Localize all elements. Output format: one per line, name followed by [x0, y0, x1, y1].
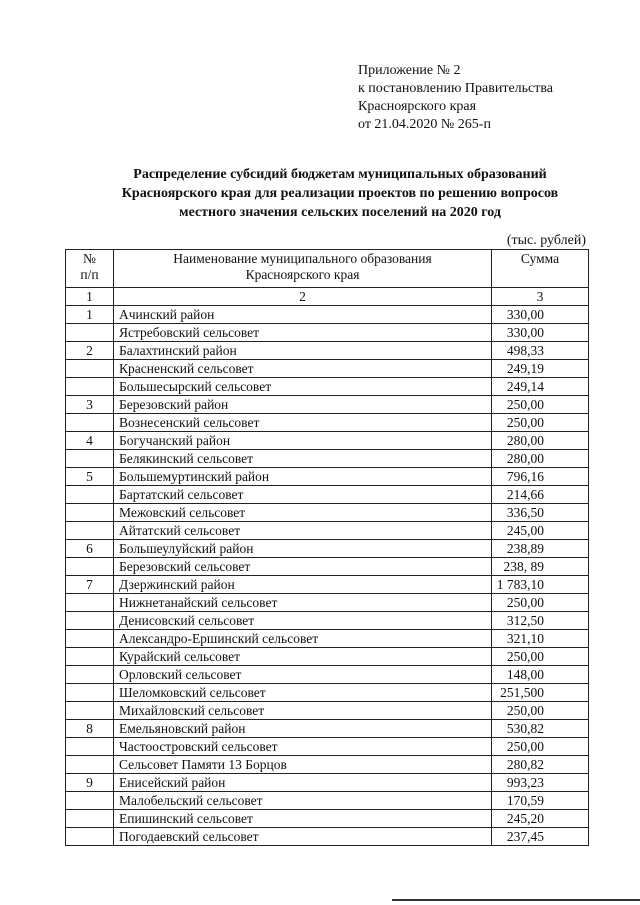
- index-cell: 2: [114, 288, 492, 306]
- row-name-cell: Большемуртинский район: [114, 468, 492, 486]
- row-number-cell: 9: [66, 774, 114, 792]
- row-number-cell: 6: [66, 540, 114, 558]
- appendix-line: от 21.04.2020 № 265-п: [358, 117, 491, 132]
- appendix-line: Приложение № 2: [358, 63, 461, 78]
- table-row: [66, 396, 589, 414]
- row-sum-cell: 250,00: [492, 738, 589, 756]
- row-number-cell: 5: [66, 468, 114, 486]
- table-row: [66, 810, 589, 828]
- row-name-cell: Большеулуйский район: [114, 540, 492, 558]
- row-sum-cell: 238, 89: [492, 558, 589, 576]
- row-name-cell: Белякинский сельсовет: [114, 450, 492, 468]
- row-sum-cell: 249,19: [492, 360, 589, 378]
- row-name-cell: Частоостровский сельсовет: [114, 738, 492, 756]
- table-row: [66, 828, 589, 846]
- header-sum: Сумма: [492, 250, 589, 288]
- row-name-cell: Балахтинский район: [114, 342, 492, 360]
- units-label: (тыс. рублей): [506, 233, 586, 248]
- row-sum-cell: 336,50: [492, 504, 589, 522]
- index-cell: 3: [492, 288, 589, 306]
- row-sum-cell: 993,23: [492, 774, 589, 792]
- row-number-cell: [66, 702, 114, 720]
- table-row: [66, 324, 589, 342]
- row-number-cell: [66, 378, 114, 396]
- row-name-cell: Денисовский сельсовет: [114, 612, 492, 630]
- table-row: [66, 540, 589, 558]
- row-name-cell: Орловский сельсовет: [114, 666, 492, 684]
- row-number-cell: [66, 360, 114, 378]
- row-number-cell: [66, 414, 114, 432]
- row-sum-cell: 280,00: [492, 450, 589, 468]
- row-sum-cell: 245,00: [492, 522, 589, 540]
- appendix-line: Красноярского края: [358, 99, 477, 114]
- row-sum-cell: 250,00: [492, 594, 589, 612]
- title-line: Красноярского края для реализации проектов по решению вопросов: [121, 186, 559, 201]
- table-row: [66, 414, 589, 432]
- table-row: [66, 630, 589, 648]
- row-number-cell: [66, 486, 114, 504]
- row-sum-cell: 238,89: [492, 540, 589, 558]
- table-row: [66, 774, 589, 792]
- appendix-header: [358, 62, 553, 134]
- table-row: [66, 558, 589, 576]
- row-sum-cell: 214,66: [492, 486, 589, 504]
- row-name-cell: Епишинский сельсовет: [114, 810, 492, 828]
- row-number-cell: 8: [66, 720, 114, 738]
- row-name-cell: Березовский район: [114, 396, 492, 414]
- index-cell: 1: [66, 288, 114, 306]
- scan-edge-line: [392, 899, 640, 901]
- row-name-cell: Березовский сельсовет: [114, 558, 492, 576]
- row-number-cell: [66, 756, 114, 774]
- table-row: [66, 702, 589, 720]
- table-row: [66, 738, 589, 756]
- row-sum-cell: 148,00: [492, 666, 589, 684]
- table-row: [66, 522, 589, 540]
- row-name-cell: Богучанский район: [114, 432, 492, 450]
- row-name-cell: Сельсовет Памяти 13 Борцов: [114, 756, 492, 774]
- row-name-cell: Межовский сельсовет: [114, 504, 492, 522]
- table-row: [66, 648, 589, 666]
- row-sum-cell: 245,20: [492, 810, 589, 828]
- row-number-cell: [66, 648, 114, 666]
- row-sum-cell: 796,16: [492, 468, 589, 486]
- row-sum-cell: 250,00: [492, 702, 589, 720]
- row-name-cell: Ачинский район: [114, 306, 492, 324]
- row-number-cell: [66, 594, 114, 612]
- row-sum-cell: 530,82: [492, 720, 589, 738]
- row-sum-cell: 280,00: [492, 432, 589, 450]
- table-row: [66, 594, 589, 612]
- row-sum-cell: 249,14: [492, 378, 589, 396]
- row-number-cell: [66, 828, 114, 846]
- row-sum-cell: 498,33: [492, 342, 589, 360]
- table-header-row: [66, 250, 589, 288]
- appendix-line: к постановлению Правительства: [358, 81, 554, 96]
- row-number-cell: [66, 558, 114, 576]
- row-name-cell: Вознесенский сельсовет: [114, 414, 492, 432]
- row-number-cell: 7: [66, 576, 114, 594]
- table-row: [66, 360, 589, 378]
- row-sum-cell: 250,00: [492, 396, 589, 414]
- row-number-cell: [66, 612, 114, 630]
- row-sum-cell: 280,82: [492, 756, 589, 774]
- table-row: [66, 432, 589, 450]
- table-row: [66, 684, 589, 702]
- row-number-cell: 1: [66, 306, 114, 324]
- row-number-cell: [66, 666, 114, 684]
- row-number-cell: [66, 450, 114, 468]
- row-name-cell: Красненский сельсовет: [114, 360, 492, 378]
- table-row: [66, 378, 589, 396]
- row-number-cell: [66, 684, 114, 702]
- column-index-row: [66, 288, 589, 306]
- row-name-cell: Бартатский сельсовет: [114, 486, 492, 504]
- row-name-cell: Дзержинский район: [114, 576, 492, 594]
- table-row: [66, 468, 589, 486]
- row-name-cell: Большесырский сельсовет: [114, 378, 492, 396]
- row-number-cell: [66, 324, 114, 342]
- row-sum-cell: 170,59: [492, 792, 589, 810]
- title-line: Распределение субсидий бюджетам муниципальных образований: [133, 167, 547, 182]
- row-sum-cell: 330,00: [492, 306, 589, 324]
- row-name-cell: Малобельский сельсовет: [114, 792, 492, 810]
- row-name-cell: Енисейский район: [114, 774, 492, 792]
- row-name-cell: Погодаевский сельсовет: [114, 828, 492, 846]
- table-row: [66, 504, 589, 522]
- row-name-cell: Ястребовский сельсовет: [114, 324, 492, 342]
- row-name-cell: Айтатский сельсовет: [114, 522, 492, 540]
- row-number-cell: 3: [66, 396, 114, 414]
- header-name: Наименование муниципального образования Красноярского края: [114, 250, 492, 288]
- table-row: [66, 720, 589, 738]
- row-name-cell: Шеломковский сельсовет: [114, 684, 492, 702]
- table-row: [66, 342, 589, 360]
- table-row: [66, 792, 589, 810]
- row-sum-cell: 321,10: [492, 630, 589, 648]
- row-number-cell: 2: [66, 342, 114, 360]
- row-sum-cell: 312,50: [492, 612, 589, 630]
- header-num: № п/п: [66, 250, 114, 288]
- row-sum-cell: 1 783,10: [492, 576, 589, 594]
- row-number-cell: [66, 792, 114, 810]
- row-name-cell: Курайский сельсовет: [114, 648, 492, 666]
- row-sum-cell: 250,00: [492, 648, 589, 666]
- row-number-cell: 4: [66, 432, 114, 450]
- row-sum-cell: 330,00: [492, 324, 589, 342]
- table-row: [66, 756, 589, 774]
- row-sum-cell: 237,45: [492, 828, 589, 846]
- row-number-cell: [66, 810, 114, 828]
- row-sum-cell: 250,00: [492, 414, 589, 432]
- row-sum-cell: 251,500: [492, 684, 589, 702]
- row-name-cell: Нижнетанайский сельсовет: [114, 594, 492, 612]
- table-row: [66, 450, 589, 468]
- row-number-cell: [66, 630, 114, 648]
- subsidy-table: [65, 249, 589, 846]
- table-row: [66, 612, 589, 630]
- table-row: [66, 306, 589, 324]
- row-name-cell: Михайловский сельсовет: [114, 702, 492, 720]
- document-title: [60, 165, 620, 222]
- table-row: [66, 486, 589, 504]
- row-name-cell: Александро-Ершинский сельсовет: [114, 630, 492, 648]
- title-line: местного значения сельских поселений на 2020 год: [179, 205, 501, 220]
- row-number-cell: [66, 738, 114, 756]
- table-row: [66, 666, 589, 684]
- row-number-cell: [66, 504, 114, 522]
- table-row: [66, 576, 589, 594]
- row-number-cell: [66, 522, 114, 540]
- row-name-cell: Емельяновский район: [114, 720, 492, 738]
